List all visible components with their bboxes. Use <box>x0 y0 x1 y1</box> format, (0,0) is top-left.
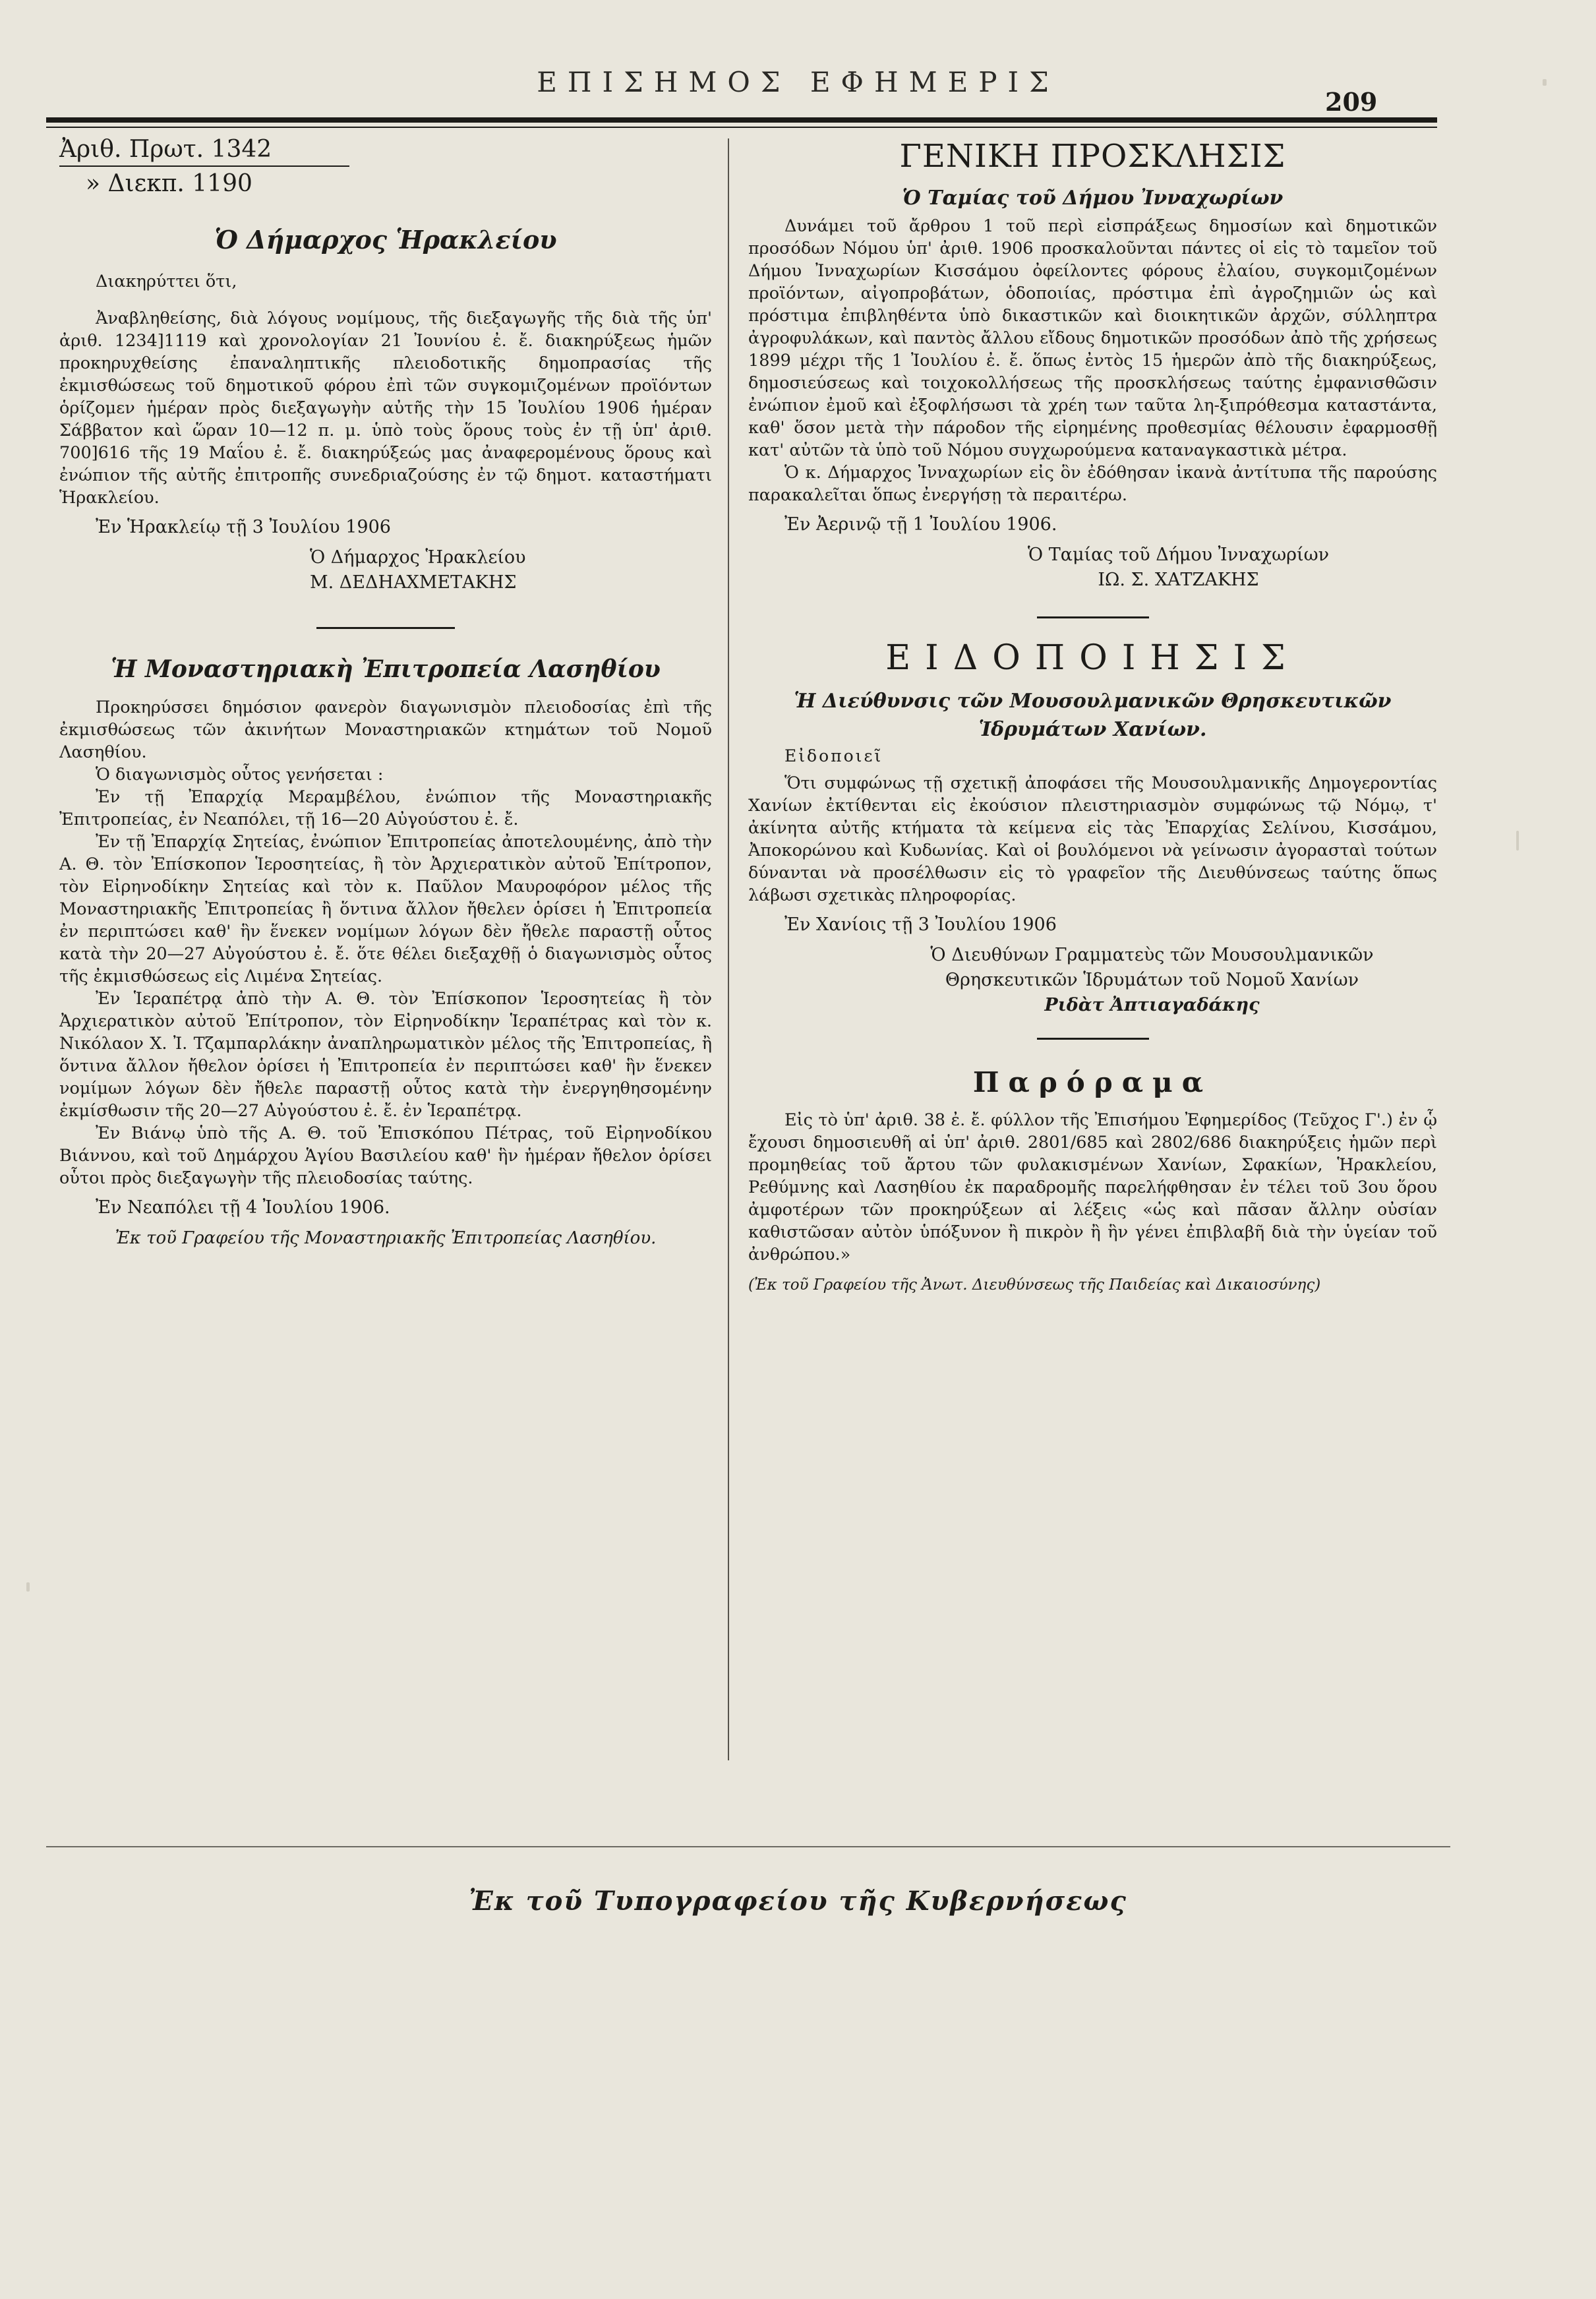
notice-monastic-title: Ἡ Μοναστηριακὴ Ἐπιτροπεία Λασηθίου <box>111 655 661 683</box>
paper-fleck <box>1516 831 1519 851</box>
notice-general-summons-subtitle: Ὁ Ταμίας τοῦ Δήμου Ἰνναχωρίων <box>902 187 1284 210</box>
notice-general-summons-p2: Ὁ κ. Δήμαρχος Ἰνναχωρίων εἰς ὃν ἐδόθησαν ἱκανὰ ἀντίτυπα τῆς παρούσης παρακαλεῖται ὅπως ἐνεργήσῃ τὰ περαιτέρω. <box>748 463 1437 505</box>
notice-announcement-date: Ἐν Χανίοις τῇ 3 Ἰουλίου 1906 <box>784 914 1057 935</box>
notice-mayor-signatory-name: Μ. ΔΕΔΗΑΧΜΕΤΑΚΗΣ <box>310 572 517 593</box>
header-rule-thin <box>46 127 1437 128</box>
notice-general-summons-signatory-name: ΙΩ. Σ. ΧΑΤΖΑΚΗΣ <box>1098 570 1259 590</box>
section-separator <box>316 627 455 629</box>
header-rule <box>46 117 1437 123</box>
reference-dispatch: » Διεκπ. 1190 <box>86 170 252 197</box>
column-divider <box>728 138 729 1760</box>
notice-mayor-intro: Διακηρύττει ὅτι, <box>96 272 237 291</box>
notice-mayor-signatory-title: Ὁ Δήμαρχος Ἡρακλείου <box>310 547 526 568</box>
right-column <box>748 135 1437 1294</box>
notice-announcement-subtitle-1: Ἡ Διεύθυνσις τῶν Μουσουλμανικῶν Θρησκευτικῶν <box>794 690 1392 713</box>
notice-monastic-source: Ἐκ τοῦ Γραφείου τῆς Μοναστηριακῆς Ἐπιτροπείας Λασηθίου. <box>115 1228 657 1248</box>
notice-mayor-body: Ἀναβληθείσης, διὰ λόγους νομίμους, τῆς διεξαγωγῆς τῆς διὰ τῆς ὑπ' ἀριθ. 1234]1119 καὶ χρονολογίαν 21 Ἰουνίου ἐ. ἔ. διακηρύξεως ἡμῶν προκηρυχθείσης ἐπαναληπτικῆς πλειοδοτικῆς δημοπρασίας τῆς ἐκμισθώσεως τοῦ δημοτικοῦ φόρου ἐπὶ τῶν συγκομιζομένων προϊόντων ὁρίζομεν ἡμέραν πρὸς διεξαγωγὴν αὐτῆς τὴν 15 Ἰουλίου 1906 ἡμέραν Σάββατον καὶ ὥραν 10—12 π. μ. ὑπὸ τοὺς ὅρους τοὺς ἐν τῇ ὑπ' ἀριθ. 700]616 τῆς 19 Μαΐου ἐ. ἔ. διακηρύξεώς μας ἀναφερομένους ὅρους καὶ ἐνώπιον τῆς αὐτῆς ἐπιτροπῆς συνεδριαζούσης ἐν τῷ δημοτ. καταστήματι Ἡρακλείου. <box>59 309 712 508</box>
notice-announcement-title: ΕΙΔΟΠΟΙΗΣΙΣ <box>885 638 1300 678</box>
notice-general-summons-title: ΓΕΝΙΚΗ ΠΡΟΣΚΛΗΣΙΣ <box>899 138 1286 175</box>
printer-footer: Ἐκ τοῦ Τυπογραφείου τῆς Κυβερνήσεως <box>469 1886 1127 1917</box>
reference-protocol: Ἀριθ. Πρωτ. 1342 <box>59 136 272 163</box>
reference-rule <box>59 165 349 167</box>
notice-monastic-p6: Ἐν Βιάνῳ ὑπὸ τῆς Α. Θ. τοῦ Ἐπισκόπου Πέτρας, τοῦ Εἰρηνοδίκου Βιάννου, καὶ τοῦ Δημάρχου Ἁγίου Βασιλείου καθ' ἣν ἡμέραν ἤθελον ὁρίσει οὗτοι πρὸς διεξαγωγὴν τῆς πλειοδοσίας ταύτης. <box>59 1123 712 1188</box>
notice-general-summons-signatory-title: Ὁ Ταμίας τοῦ Δήμου Ἰνναχωρίων <box>1027 545 1330 565</box>
notice-erratum-source: (Ἐκ τοῦ Γραφείου τῆς Ἀνωτ. Διευθύνσεως τῆς Παιδείας καὶ Δικαιοσύνης) <box>748 1276 1321 1294</box>
notice-general-summons-p1: Δυνάμει τοῦ ἄρθρου 1 τοῦ περὶ εἰσπράξεως δημοσίων καὶ δημοτικῶν προσόδων Νόμου ὑπ' ἀριθ. 1906 προσκαλοῦνται πάντες οἱ εἰς τὸ ταμεῖον τοῦ Δήμου Ἰνναχωρίων Κισσάμου ὀφείλοντες φόρους ἐλαίου, συγκομιζομένων προϊόντων, αἰγοπροβάτων, ὁδοποιίας, πρόστιμα ἐπὶ ἀγροζημιῶν ὡς καὶ πρόστιμα ἐπιβληθέντα ὑπὸ δικαστικῶν καὶ διοικητικῶν ἀρχῶν, σύλληπτρα ἀγροφυλάκων, καὶ παντὸς ἄλλου εἴδους δημοτικῶν προσόδων ἀπὸ τῆς χρήσεως 1899 μέχρι τῆς 1 Ἰουλίου ἐ. ἔ. ὅπως ἐντὸς 15 ἡμερῶν ἀπὸ τῆς διακηρύξεως, δημοσιεύσεως καὶ τοιχοκολλήσεως τῆς προσκλήσεως ταύτης ἐμφανισθῶσιν ἐνώπιον ἐμοῦ καὶ ἐξοφλήσωσι τὰ χρέη των ταῦτα λη-ξιπρόθεσμα καταστάντα, καθ' ὅσον μετὰ τὴν πάροδον τῆς εἰρημένης προθεσμίας θέλουσιν ἐφαρμοσθῇ κατ' αὐτῶν τὰ ὑπὸ τοῦ Νόμου συγχωρούμενα καταναγκαστικὰ μέτρα. <box>748 216 1437 460</box>
section-separator <box>1037 1038 1149 1040</box>
notice-mayor-heraklion-title: Ὁ Δήμαρχος Ἡρακλείου <box>214 225 557 254</box>
gazette-title: ΕΠΙΣΗΜΟΣ ΕΦΗΜΕΡΙΣ <box>537 66 1059 98</box>
footer-rule <box>46 1846 1450 1847</box>
notice-monastic-p5: Ἐν Ἱεραπέτρᾳ ἀπὸ τὴν Α. Θ. τὸν Ἐπίσκοπον Ἱεροσητείας ἢ τὸν Ἀρχιερατικὸν αὐτοῦ Ἐπίτροπον, τὸν Εἰρηνοδίκην Ἱεραπέτρας καὶ τὸν κ. Νικόλαον Χ. Ἰ. Τζαμπαρλάκην ἀναπληρωματικὸν μέλος τῆς Ἐπιτροπείας, ἢ ὅντινα ἄλλον ἤθελον ὁρίσει ἡ Ἐπιτροπεία ἐν περιπτώσει καθ' ἣν ἕνεκεν νομίμων λόγων δὲν ἤθελε παραστῇ οὗτος κατὰ τὴν ἐνεργηθησομένην ἐκμίσθωσιν τῆς 20—27 Αὐγούστου ἐ. ἔ. ἐν Ἱεραπέτρᾳ. <box>59 989 712 1121</box>
notice-monastic-p1: Προκηρύσσει δημόσιον φανερὸν διαγωνισμὸν πλειοδοσίας ἐπὶ τῆς ἐκμισθώσεως τῶν ἀκινήτων Μοναστηριακῶν κτημάτων τοῦ Νομοῦ Λασηθίου. <box>59 698 712 762</box>
left-column <box>59 135 712 1248</box>
paper-fleck <box>1543 79 1547 86</box>
notice-monastic-p3: Ἐν τῇ Ἐπαρχίᾳ Μεραμβέλου, ἐνώπιον τῆς Μοναστηριακῆς Ἐπιτροπείας, ἐν Νεαπόλει, τῇ 16—20 Αὐγούστου ἐ. ἔ. <box>59 787 712 829</box>
paper-fleck <box>26 1582 30 1592</box>
notice-monastic-date: Ἐν Νεαπόλει τῇ 4 Ἰουλίου 1906. <box>96 1197 390 1218</box>
notice-announcement-signatory-name: Ριδὰτ Ἀπτιαγαδάκης <box>1044 995 1260 1015</box>
notice-announcement-signatory-1: Ὁ Διευθύνων Γραμματεὺς τῶν Μουσουλμανικῶν <box>930 945 1374 965</box>
notice-mayor-date: Ἐν Ἡρακλείῳ τῇ 3 Ἰουλίου 1906 <box>96 517 391 537</box>
notice-announcement-signatory-2: Θρησκευτικῶν Ἱδρυμάτων τοῦ Νομοῦ Χανίων <box>945 970 1359 990</box>
notice-monastic-p4: Ἐν τῇ Ἐπαρχίᾳ Σητείας, ἐνώπιον Ἐπιτροπείας ἀποτελουμένης, ἀπὸ τὴν Α. Θ. τὸν Ἐπίσκοπον Ἱεροσητείας, ἢ τὸν Ἀρχιερατικὸν αὐτοῦ Ἐπίτροπον, τὸν Εἰρηνοδίκην Σητείας καὶ τὸν κ. Παῦλον Μαυροφόρον μέλος τῆς Μοναστηριακῆς Ἐπιτροπείας ἢ ὅντινα ἄλλον ἤθελεν ὁρίσει ἡ Ἐπιτροπεία ἐν περιπτώσει καθ' ἣν ἕνεκεν νομίμων λόγων δὲν ἤθελε παραστῇ οὗτος κατὰ τὴν 20—27 Αὐγούστου ἐ. ἔ. ὅτε θέλει διεξαχθῇ ὁ διαγωνισμὸς οὗτος τῆς ἐκμισθώσεως εἰς Λιμένα Σητείας. <box>59 832 712 986</box>
notice-announcement-subtitle-2: Ἱδρυμάτων Χανίων. <box>978 718 1207 741</box>
page-number: 209 <box>1325 87 1378 117</box>
notice-general-summons-date: Ἐν Ἀερινῷ τῇ 1 Ἰουλίου 1906. <box>784 514 1057 535</box>
notice-announcement-p1: Ὅτι συμφώνως τῇ σχετικῇ ἀποφάσει τῆς Μουσουλμανικῆς Δημογεροντίας Χανίων ἐκτίθενται εἰς ἐκούσιον πλειστηριασμὸν συμφώνως τῷ Νόμῳ, τ' ἀκίνητα αὐτῆς κτήματα τὰ κείμενα εἰς τὰς Ἐπαρχίας Σελίνου, Κισσάμου, Ἀποκορώνου καὶ Κυδωνίας. Καὶ οἱ βουλόμενοι νὰ γείνωσιν ἀγορασταὶ τούτων δύνανται νὰ προσέλθωσιν εἰς τὸ γραφεῖον τῆς Διευθύνσεως ταύτης ὅπως λάβωσι σχετικὰς πληροφορίας. <box>748 773 1437 905</box>
notice-announcement-intro: Εἰδοποιεῖ <box>784 746 883 765</box>
notice-erratum-title: Παρόραμα <box>972 1066 1213 1098</box>
notice-monastic-p2: Ὁ διαγωνισμὸς οὗτος γενήσεται : <box>96 765 384 785</box>
section-separator <box>1037 616 1149 618</box>
notice-erratum-p1: Εἰς τὸ ὑπ' ἀριθ. 38 ἐ. ἔ. φύλλον τῆς Ἐπισήμου Ἐφημερίδος (Τεῦχος Γ'.) ἐν ᾧ ἔχουσι δημοσιευθῆ αἱ ὑπ' ἀριθ. 2801/685 καὶ 2802/686 διακηρύξεις ἡμῶν περὶ προμηθείας τοῦ ἄρτου τῶν φυλακισμένων Χανίων, Σφακίων, Ἡρακλείου, Ρεθύμνης καὶ Λασηθίου ἐκ παραδρομῆς παρελήφθησαν ἐν τέλει τοῦ 3ου ὅρου ἀμφοτέρων τῶν προκηρύξεων αἱ λέξεις «ὡς καὶ πᾶσαν ἄλλην οὐσίαν καθιστῶσαν αὐτὸν ὑπόξυνον ἢ πικρὸν ἢ ἣν γένει ἐπιβλαβῆ διὰ τὴν ὑγείαν τοῦ ἀνθρώπου.» <box>748 1110 1437 1265</box>
